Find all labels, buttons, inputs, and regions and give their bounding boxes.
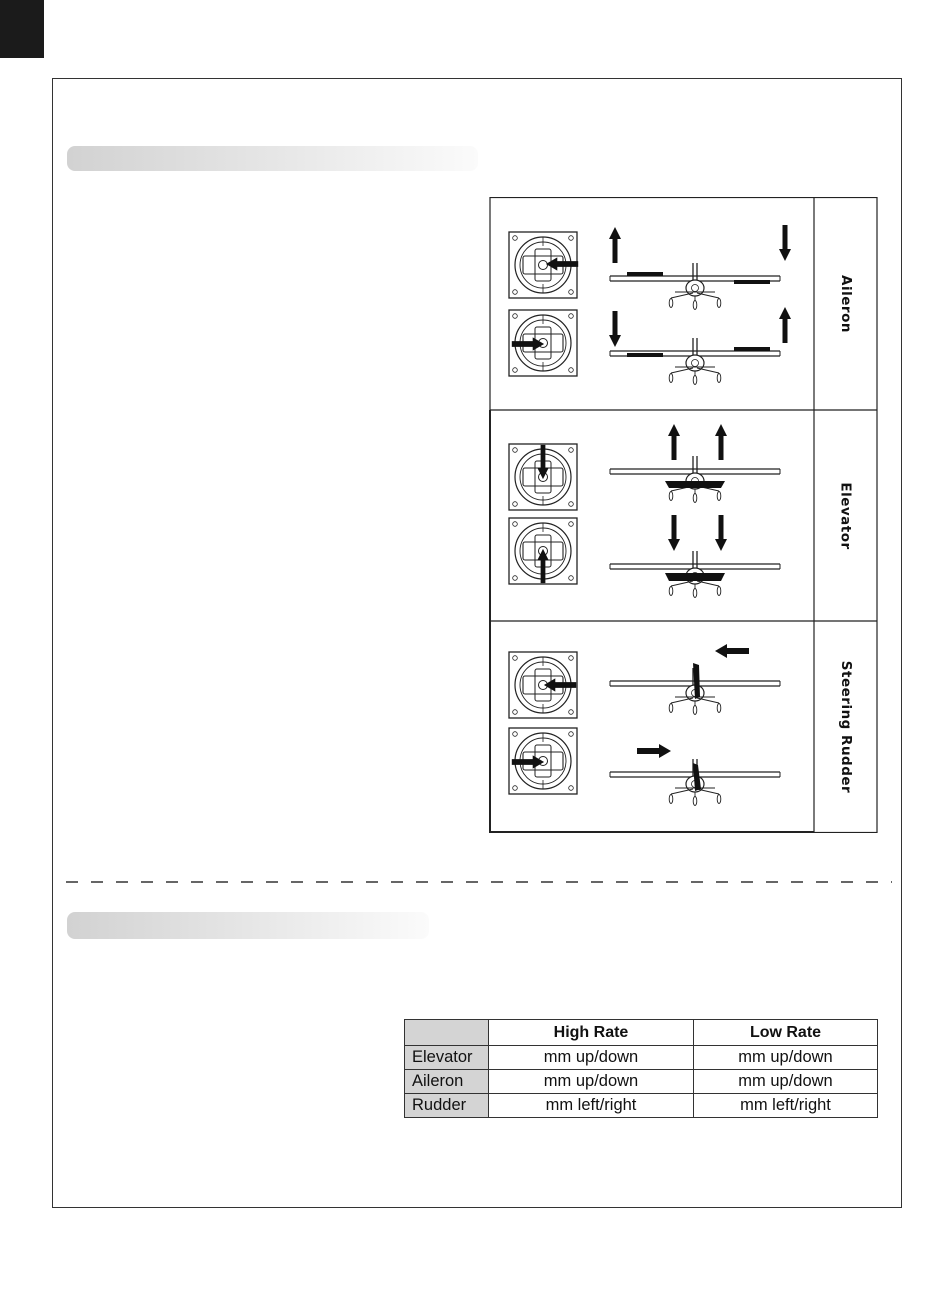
rates-header-high: High Rate bbox=[489, 1020, 694, 1046]
aileron-arrow-down-left bbox=[609, 311, 621, 347]
rudder-arrow-left bbox=[715, 644, 749, 658]
rates-header-low: Low Rate bbox=[694, 1020, 878, 1046]
aileron-arrow-up-left bbox=[609, 227, 621, 263]
aileron-plane-1 bbox=[610, 263, 780, 310]
aileron-low-rate: mm up/down bbox=[694, 1070, 878, 1094]
aileron-label bbox=[815, 197, 877, 410]
rudder-label-text: Steering Rudder bbox=[838, 660, 854, 794]
elevator-arrow-up-left bbox=[668, 424, 680, 460]
rudder-high-rate: mm left/right bbox=[489, 1094, 694, 1118]
table-row bbox=[405, 1094, 878, 1118]
elevator-arrow-down-right bbox=[715, 515, 727, 551]
table-row bbox=[405, 1046, 878, 1070]
rudder-label bbox=[815, 621, 877, 833]
table-row bbox=[405, 1070, 878, 1094]
rates-table-header-row bbox=[405, 1020, 878, 1046]
control-rates-table bbox=[404, 1019, 878, 1118]
rates-header-corner bbox=[405, 1020, 489, 1046]
elevator-label-text: Elevator bbox=[838, 481, 854, 550]
elevator-high-rate: mm up/down bbox=[489, 1046, 694, 1070]
aileron-label-text: Aileron bbox=[838, 274, 854, 333]
elevator-arrow-up-right bbox=[715, 424, 727, 460]
aileron-arrow-up-right bbox=[779, 307, 791, 343]
rudder-arrow-right bbox=[637, 744, 671, 758]
elevator-arrow-down-left bbox=[668, 515, 680, 551]
section-header-bar-rates bbox=[67, 912, 429, 939]
elevator-label bbox=[815, 410, 877, 621]
row-label-rudder: Rudder bbox=[405, 1094, 489, 1118]
aileron-plane-2 bbox=[610, 338, 780, 385]
elevator-plane-1 bbox=[610, 456, 780, 503]
elevator-low-rate: mm up/down bbox=[694, 1046, 878, 1070]
rudder-low-rate: mm left/right bbox=[694, 1094, 878, 1118]
section-header-bar-control-direction bbox=[67, 146, 478, 171]
page-corner-tab bbox=[0, 0, 44, 58]
row-label-elevator: Elevator bbox=[405, 1046, 489, 1070]
aileron-high-rate: mm up/down bbox=[489, 1070, 694, 1094]
aileron-arrow-down-right bbox=[779, 225, 791, 261]
row-label-aileron: Aileron bbox=[405, 1070, 489, 1094]
dashed-separator bbox=[66, 876, 892, 888]
control-direction-diagram bbox=[489, 197, 878, 833]
